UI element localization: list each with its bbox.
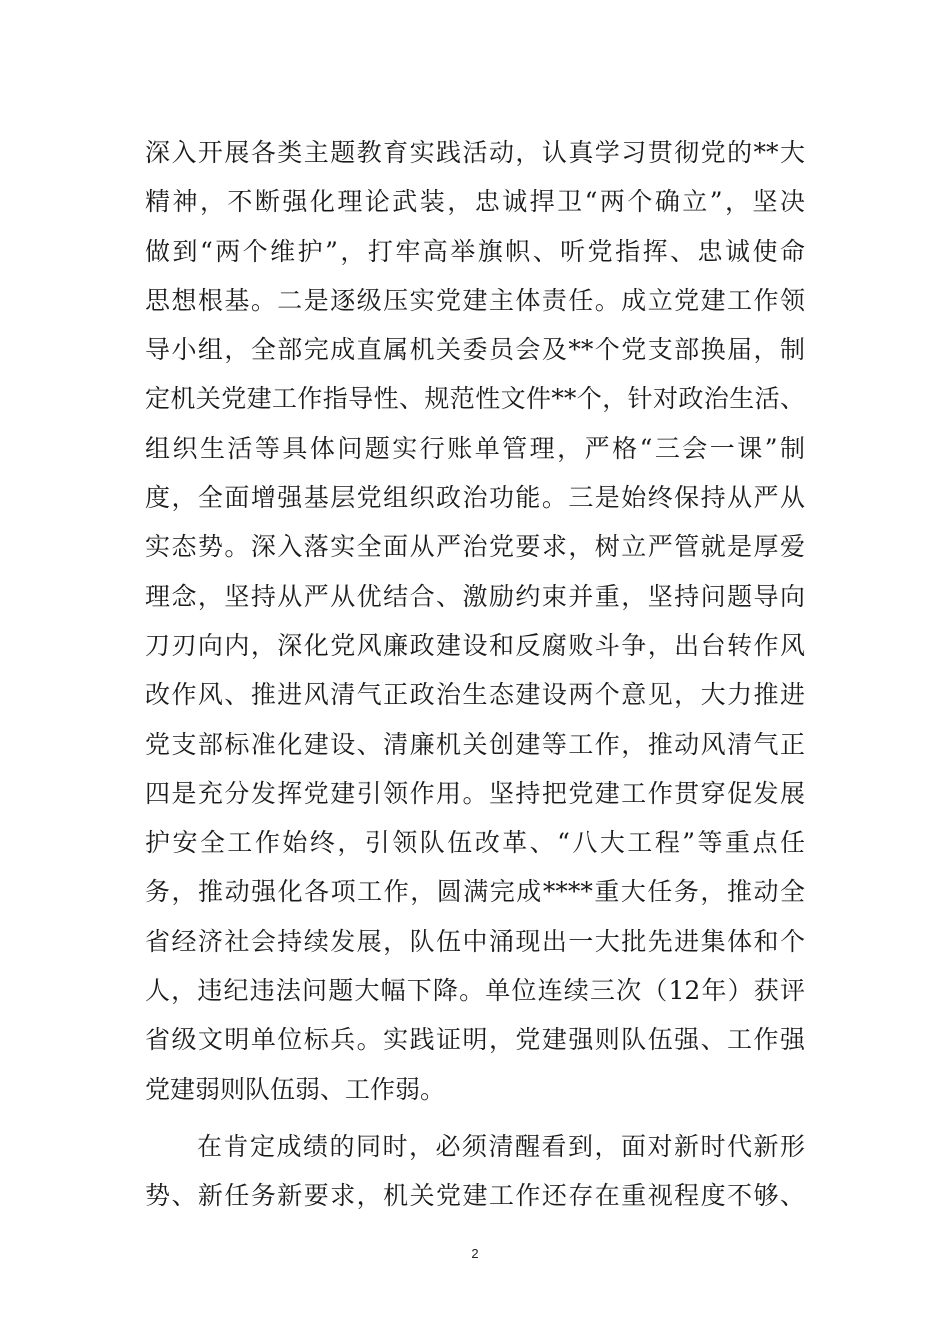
text-line: 精神，不断强化理论武装，忠诚捍卫“两个确立”，坚决 [145,187,805,217]
text-line: 思想根基。二是逐级压实党建主体责任。成立党建工作领 [145,285,805,315]
paragraph-gap [145,1114,805,1122]
text-line: 护安全工作始终，引领队伍改革、“八大工程”等重点任 [145,828,805,858]
text-line: 党支部标准化建设、清廉机关创建等工作，推动风清气正 [145,729,805,759]
text-line: 势、新任务新要求，机关党建工作还存在重视程度不够、 [145,1181,805,1211]
body-text [145,128,805,1221]
text-line: 组织生活等具体问题实行账单管理，严格“三会一课”制 [145,433,805,463]
text-line: 理念，坚持从严从优结合、激励约束并重，坚持问题导向 [145,581,805,611]
text-line: 省级文明单位标兵。实践证明，党建强则队伍强、工作强 [145,1025,805,1055]
text-line: 刀刃向内，深化党风廉政建设和反腐败斗争，出台转作风 [145,630,805,660]
text-line: 在肯定成绩的同时，必须清醒看到，面对新时代新形 [197,1131,805,1161]
text-line: 务，推动强化各项工作，圆满完成****重大任务，推动全 [145,877,805,907]
text-line: 省经济社会持续发展，队伍中涌现出一大批先进集体和个 [145,926,805,956]
text-line: 定机关党建工作指导性、规范性文件**个，针对政治生活、 [145,384,805,414]
text-line: 改作风、推进风清气正政治生态建设两个意见，大力推进 [145,680,805,710]
text-line: 深入开展各类主题教育实践活动，认真学习贯彻党的**大 [145,138,805,167]
text-line: 做到“两个维护”，打牢高举旗帜、听党指挥、忠诚使命 [145,236,805,266]
page-number: 2 [471,1246,479,1261]
text-line: 实态势。深入落实全面从严治党要求，树立严管就是厚爱 [145,532,805,562]
text-line: 四是充分发挥党建引领作用。坚持把党建工作贯穿促发展 [145,778,805,808]
text-line: 人，违纪违法问题大幅下降。单位连续三次（12年）获评 [145,976,805,1006]
text-line: 度，全面增强基层党组织政治功能。三是始终保持从严从 [145,483,805,513]
text-line: 导小组，全部完成直属机关委员会及**个党支部换届，制 [145,335,805,365]
text-line: 党建弱则队伍弱、工作弱。 [145,1074,446,1104]
